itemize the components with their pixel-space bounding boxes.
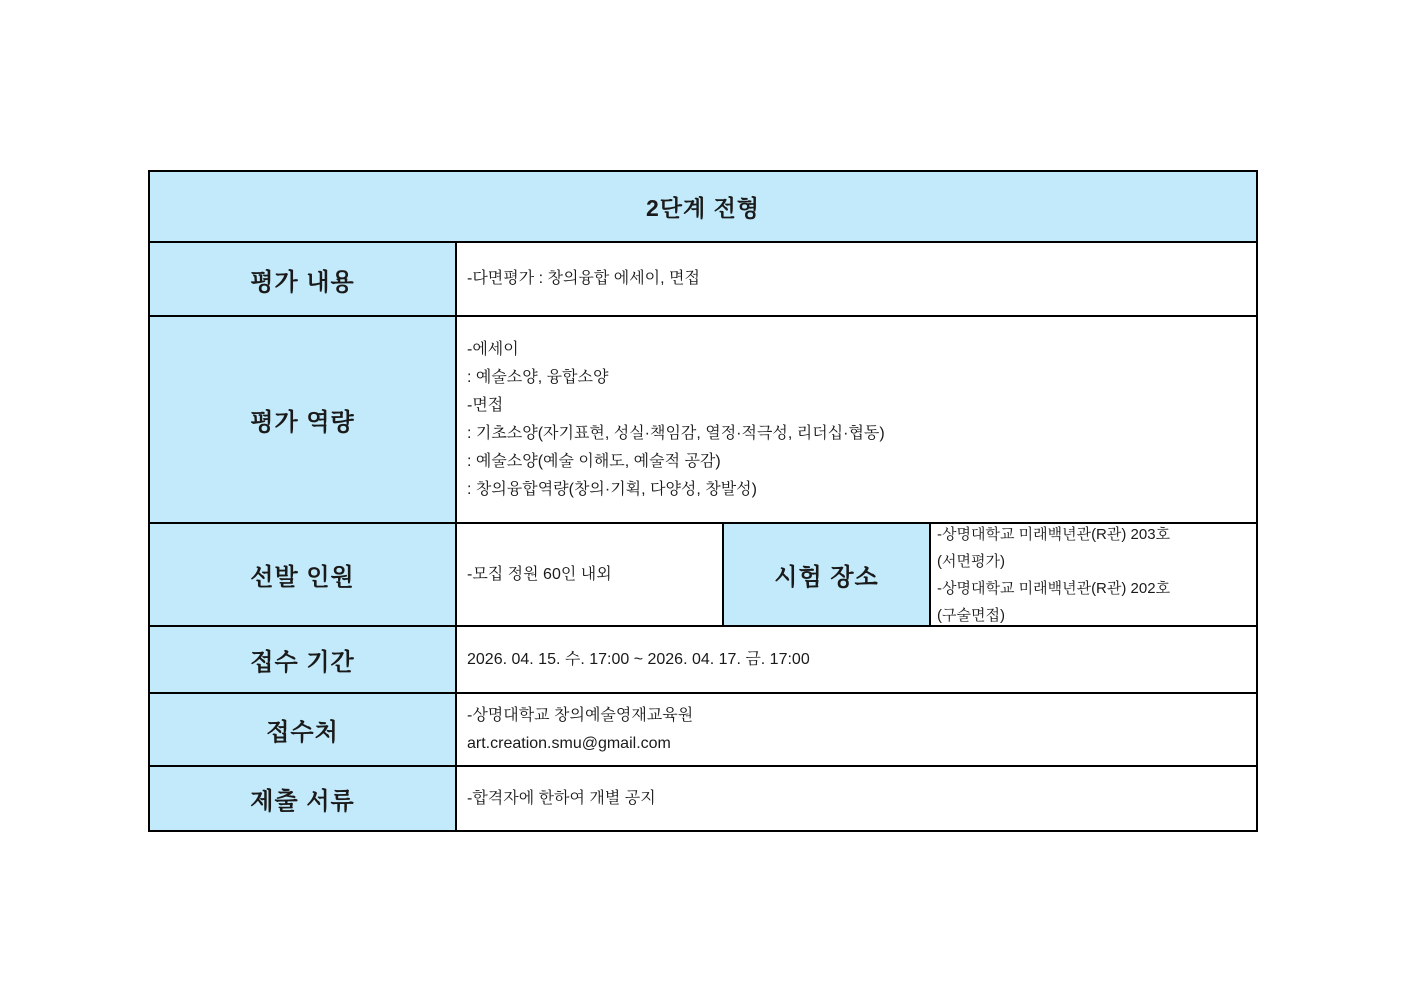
eval-content-text: -다면평가 : 창의융합 에세이, 면접 bbox=[467, 270, 700, 287]
period-text: 2026. 04. 15. 수. 17:00 ~ 2026. 04. 17. 금. 17:00 bbox=[467, 650, 810, 668]
office-label: 접수처 bbox=[150, 694, 455, 765]
exam-location-value bbox=[929, 524, 1256, 625]
documents-label: 제출 서류 bbox=[150, 767, 455, 830]
admission-stage2-table bbox=[148, 170, 1258, 832]
eval-competency-label: 평가 역량 bbox=[150, 317, 455, 522]
table-title-row bbox=[150, 172, 1256, 241]
eval-competency-value bbox=[455, 317, 1256, 522]
row-eval-competency bbox=[150, 315, 1256, 522]
exam-location-line: -상명대학교 미래백년관(R관) 203호 bbox=[937, 525, 1171, 543]
competency-line: -면접 bbox=[467, 396, 504, 414]
eval-content-value bbox=[455, 243, 1256, 315]
selection-label: 선발 인원 bbox=[150, 524, 455, 625]
eval-content-label: 평가 내용 bbox=[150, 243, 455, 315]
competency-line: : 창의융합역량(창의·기획, 다양성, 창발성) bbox=[467, 480, 757, 498]
selection-text: -모집 정원 60인 내외 bbox=[467, 565, 612, 583]
row-selection bbox=[150, 522, 1256, 625]
table-title: 2단계 전형 bbox=[150, 172, 1256, 241]
office-value bbox=[455, 694, 1256, 765]
competency-line: : 예술소양, 융합소양 bbox=[467, 368, 609, 386]
row-eval-content bbox=[150, 241, 1256, 315]
competency-line: : 기초소양(자기표현, 성실·책임감, 열정·적극성, 리더십·협동) bbox=[467, 424, 885, 442]
office-org-line: -상명대학교 창의예술영재교육원 bbox=[467, 706, 694, 724]
exam-location-label: 시험 장소 bbox=[722, 524, 929, 625]
exam-location-line: (구술면접) bbox=[937, 606, 1005, 624]
row-documents bbox=[150, 765, 1256, 830]
documents-text: -합격자에 한하여 개별 공지 bbox=[467, 789, 656, 807]
competency-line: : 예술소양(예술 이해도, 예술적 공감) bbox=[467, 452, 721, 470]
office-email-line: art.creation.smu@gmail.com bbox=[467, 734, 671, 752]
period-value bbox=[455, 627, 1256, 692]
row-office bbox=[150, 692, 1256, 765]
period-label: 접수 기간 bbox=[150, 627, 455, 692]
documents-value bbox=[455, 767, 1256, 830]
exam-location-line: (서면평가) bbox=[937, 552, 1005, 570]
exam-location-line: -상명대학교 미래백년관(R관) 202호 bbox=[937, 579, 1171, 597]
row-period bbox=[150, 625, 1256, 692]
competency-line: -에세이 bbox=[467, 340, 519, 358]
selection-value bbox=[455, 524, 722, 625]
